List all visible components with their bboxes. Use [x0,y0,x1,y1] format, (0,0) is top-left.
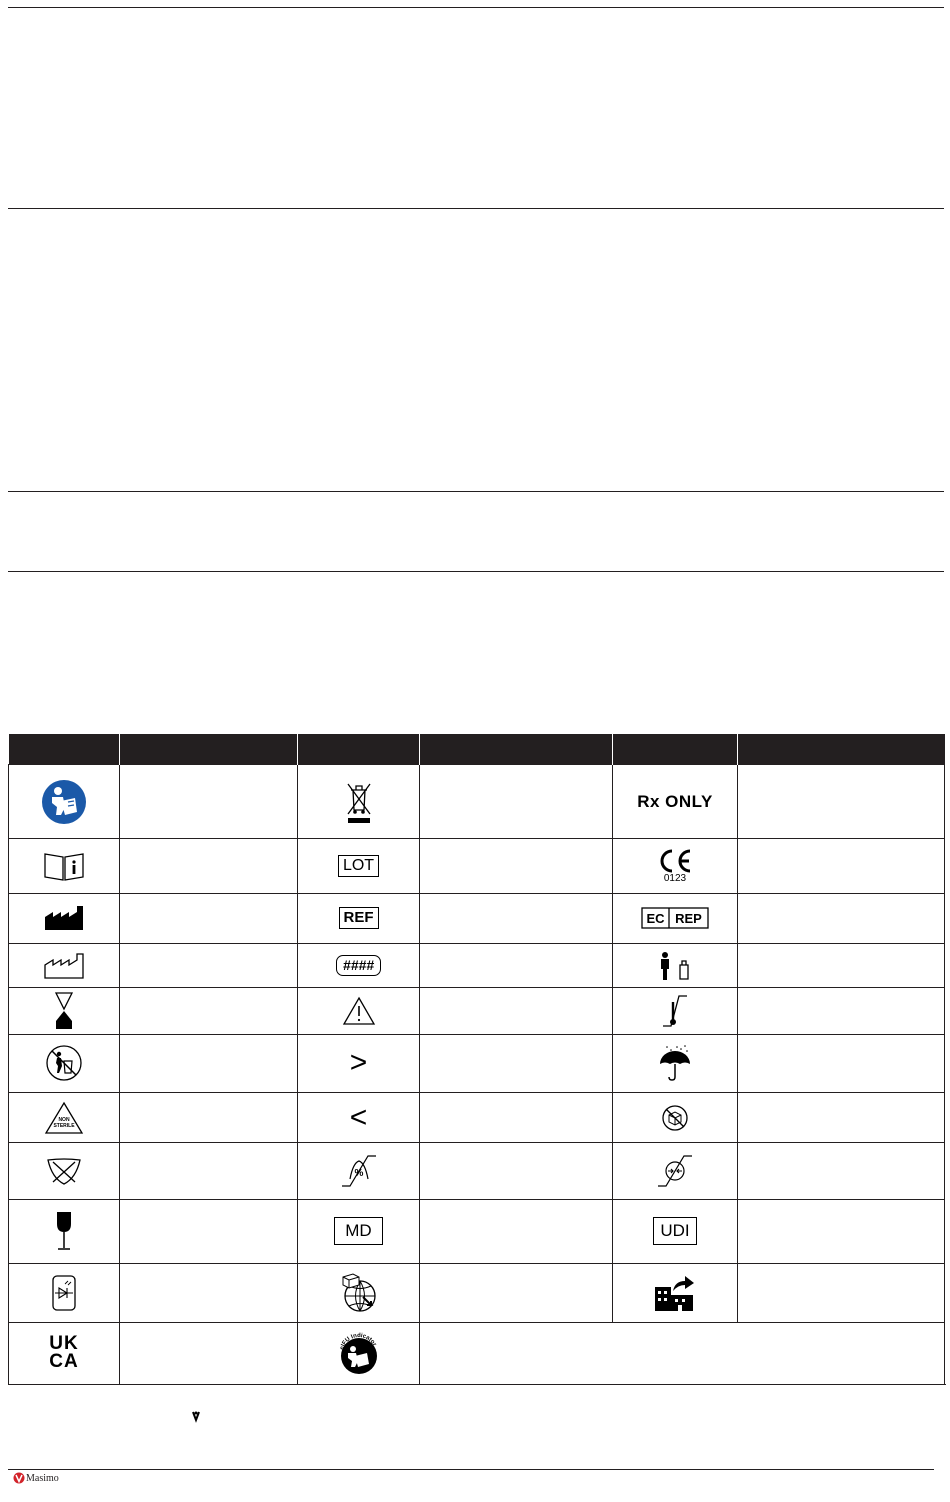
symbol-cell [9,839,120,893]
footnote [8,1404,944,1434]
symbol-cell [613,1093,738,1143]
masimo-logo-icon [13,1472,25,1484]
symbol-description [420,893,613,943]
table-row [9,944,945,988]
fragile-icon [54,1210,74,1252]
symbol-cell [9,765,120,839]
section-2 [8,214,944,484]
do-not-discard-icon [45,1044,83,1082]
header-description [738,734,945,765]
notified-body-number: 0123 [663,873,687,885]
symbol-cell [613,1143,738,1199]
consult-instructions-icon [43,850,85,882]
symbol-description [420,1093,613,1143]
body-weight-icon [655,951,695,981]
symbol-cell [613,944,738,988]
distributor-icon [339,1273,379,1313]
section-4 [8,576,944,726]
greater-than-icon: > [349,1046,368,1080]
symbol-description [738,988,945,1034]
svg-text:REP: REP [675,911,702,927]
humidity-limit-icon [339,1151,379,1191]
humidity-percent-label: % [354,1168,363,1180]
svg-text:EC: EC [646,911,665,927]
symbol-description [120,1143,298,1199]
symbol-cell [613,1199,738,1263]
ec-rep-icon [641,907,709,929]
footer-brand: Masimo [26,1472,59,1484]
model-number-icon: #### [336,955,381,976]
symbol-description [738,893,945,943]
symbol-description [420,1199,613,1263]
symbol-description [420,839,613,893]
symbol-cell [298,765,420,839]
symbol-description [120,944,298,988]
symbol-description [120,1034,298,1092]
header-description [120,734,298,765]
symbols-table [8,734,945,1385]
symbol-cell [298,1143,420,1199]
table-row [9,839,945,893]
importer-icon [653,1273,697,1313]
symbol-cell [298,988,420,1034]
symbol-description [420,1143,613,1199]
date-of-manufacture-icon [44,953,84,979]
symbol-cell [613,1264,738,1322]
table-row [9,1034,945,1092]
table-row [9,1264,945,1322]
symbol-cell [9,944,120,988]
lot-code-icon: LOT [338,855,379,877]
symbol-cell [298,893,420,943]
section-rule [8,208,944,209]
not-natural-rubber-latex-icon [46,1156,82,1186]
symbol-description [738,944,945,988]
header-symbol [298,734,420,765]
less-than-icon: < [349,1100,368,1134]
section-rule [8,571,944,572]
symbol-cell [613,988,738,1034]
do-not-use-if-damaged-icon [661,1104,689,1132]
symbol-description [120,1093,298,1143]
symbol-cell [613,893,738,943]
symbol-description [738,1199,945,1263]
table-row [9,1322,945,1384]
caution-icon [342,996,376,1026]
symbol-cell [298,839,420,893]
symbol-cell [9,988,120,1034]
symbol-cell [298,1199,420,1263]
table-row [9,765,945,839]
footer-rule [8,1469,934,1470]
symbol-cell [9,1034,120,1092]
weee-disposal-icon [343,780,375,824]
ce-mark-icon [655,848,695,874]
table-row [9,893,945,943]
table-row [9,1199,945,1263]
symbol-cell [613,765,738,839]
section-rule [8,491,944,492]
symbol-description [120,765,298,839]
symbol-cell [613,839,738,893]
symbol-cell [9,1143,120,1199]
symbol-cell [9,1322,120,1384]
ce-mark-icon [655,848,695,884]
table-row [9,988,945,1034]
non-sterile-label: NON STERILE [53,1116,75,1129]
symbol-description [120,1264,298,1322]
symbol-description [738,1143,945,1199]
symbol-cell [298,1093,420,1143]
symbol-cell [9,1264,120,1322]
non-sterile-icon [44,1101,84,1135]
catalogue-number-icon: REF [339,907,379,929]
symbol-description [120,988,298,1034]
section-rule [8,7,944,8]
symbol-description [738,1264,945,1322]
symbol-description [738,1034,945,1092]
use-by-date-icon [53,991,75,1031]
symbol-description [420,765,613,839]
rx-only-icon: Rx ONLY [637,791,713,811]
symbol-description [420,1264,613,1322]
header-description [420,734,613,765]
manufacturer-icon [44,905,84,931]
symbol-cell [9,1199,120,1263]
symbol-description [120,1322,298,1384]
medical-device-icon: MD [334,1217,382,1245]
masimo-mark-icon [189,1409,203,1423]
symbol-cell [298,1264,420,1322]
symbol-cell [613,1034,738,1092]
section-1 [8,12,944,202]
symbol-cell [298,944,420,988]
header-symbol [613,734,738,765]
atmospheric-pressure-icon [655,1151,695,1191]
symbol-description [738,1093,945,1143]
header-symbol [9,734,120,765]
footer-logo [13,1472,59,1484]
section-3 [8,496,944,566]
symbol-description [120,1199,298,1263]
unique-device-identifier-icon: UDI [653,1217,696,1245]
symbol-description [738,765,945,839]
ukca-mark-icon: UK CA [49,1333,79,1373]
follow-instructions-icon [41,779,87,825]
symbol-cell [298,1034,420,1092]
symbol-cell [9,1093,120,1143]
table-row [9,1093,945,1143]
symbol-description [420,988,613,1034]
symbol-description [420,944,613,988]
symbol-description [738,839,945,893]
eifu-indicator-icon [335,1329,383,1377]
symbol-description [120,893,298,943]
eifu-indicator-label: eIFU Indicator [338,1333,377,1351]
symbol-description [420,1034,613,1092]
symbol-cell [9,893,120,943]
light-emitting-sensor-icon [51,1274,77,1312]
symbol-description [420,1322,945,1384]
temperature-limit-icon [660,992,690,1030]
table-row [9,1143,945,1199]
table-header-row [9,734,945,765]
symbol-description [120,839,298,893]
keep-dry-icon [657,1044,693,1082]
symbol-cell [298,1322,420,1384]
